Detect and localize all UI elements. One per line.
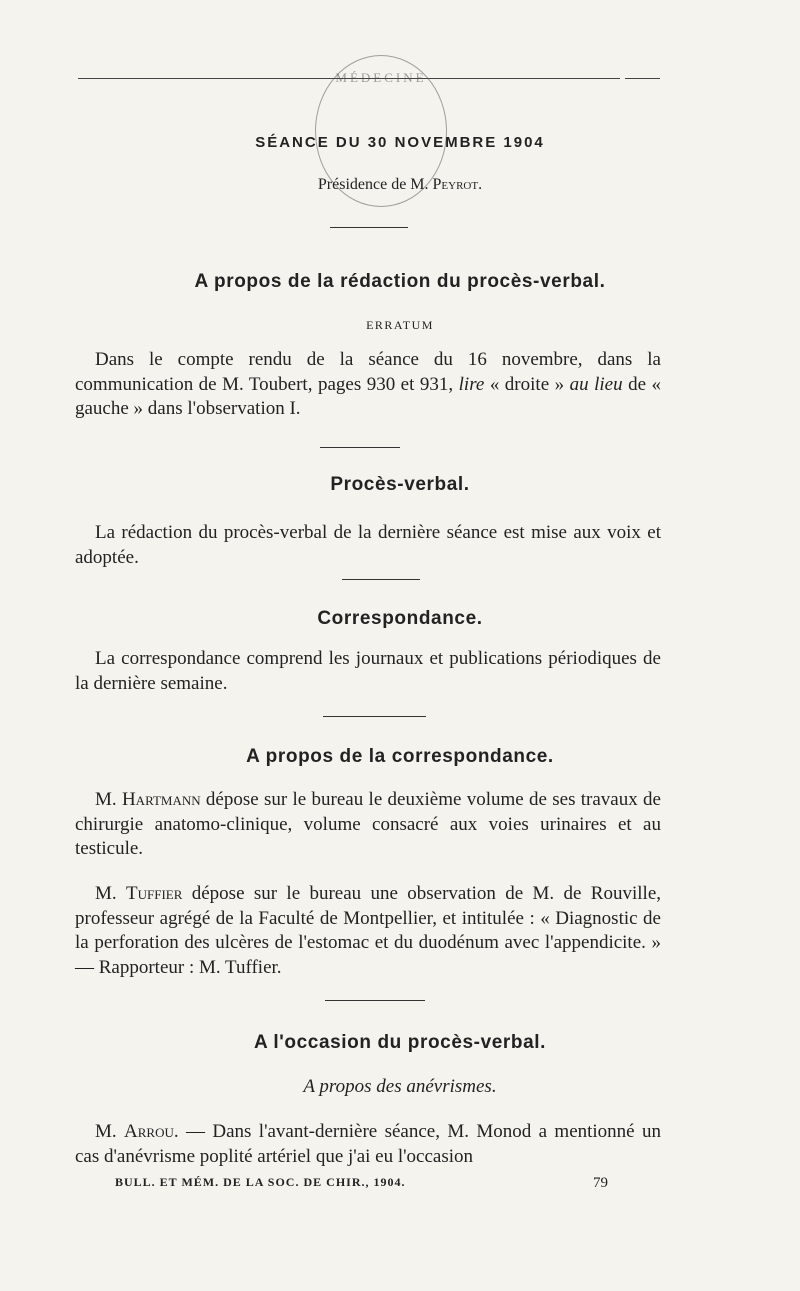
arrou-name: Arrou	[124, 1121, 174, 1142]
section-title-proces-verbal: Procès-verbal.	[330, 474, 470, 495]
tuffier-prefix: M.	[95, 883, 126, 904]
proces-verbal-paragraph: La rédaction du procès-verbal de la dernière séance est mise aux voix et adoptée.	[75, 522, 661, 568]
hartmann-prefix: M.	[95, 789, 122, 810]
page-number: 79	[593, 1175, 608, 1191]
hartmann-name: Hartmann	[121, 789, 201, 810]
erratum-au-lieu: au lieu	[569, 373, 623, 395]
tuffier-name: Tuffier	[126, 883, 183, 904]
divider	[323, 716, 426, 717]
tuffier-text: dépose sur le bureau une observation de M. de Rouville, professeur agrégé de la Faculté de Montpellier, et intitulée : « Diagnostic de la perforation des ulcères de l'estomac et du duodénum avec l'appendicite. » — Rapporteur : M. Tuffier.	[75, 883, 661, 978]
presidence-line	[0, 176, 800, 194]
divider	[330, 227, 408, 228]
erratum-heading: ERRATUM	[366, 318, 434, 332]
presidence-prefix: Présidence de M.	[317, 176, 433, 193]
footer-journal: BULL. ET MÉM. DE LA SOC. DE CHIR., 1904.	[115, 1175, 406, 1189]
erratum-paragraph	[75, 348, 661, 422]
erratum-text-b: « droite »	[484, 373, 570, 395]
divider	[342, 579, 420, 580]
section-title-redaction: A propos de la rédaction du procès-verbal.	[194, 271, 606, 292]
erratum-text-c: de « gauche » dans l'observation I.	[75, 373, 662, 419]
arrou-prefix: M.	[95, 1121, 125, 1142]
header-rule-right	[625, 78, 660, 79]
tuffier-paragraph	[75, 882, 661, 980]
section-title-occasion: A l'occasion du procès-verbal.	[253, 1032, 547, 1053]
section-title-correspondance: Correspondance.	[317, 608, 483, 629]
section-title-propos-correspondance: A propos de la correspondance.	[246, 746, 554, 767]
erratum-text-a: Dans le compte rendu de la séance du 16 novembre, dans la communication de M. Toubert, pages 930 et 931,	[75, 349, 661, 395]
correspondance-paragraph: La correspondance comprend les journaux et publications périodiques de la dernière semaine.	[75, 648, 661, 694]
seance-title: SÉANCE DU 30 NOVEMBRE 1904	[255, 134, 545, 151]
president-name: Peyrot.	[432, 176, 483, 193]
divider	[320, 447, 400, 448]
divider	[325, 1000, 425, 1001]
stamp-text: MÉDECINE	[335, 70, 427, 85]
erratum-lire: lire	[458, 373, 485, 395]
anevrismes-subtitle: A propos des anévrismes.	[303, 1076, 497, 1097]
arrou-paragraph	[75, 1120, 661, 1169]
hartmann-paragraph	[75, 788, 661, 862]
hartmann-text: dépose sur le bureau le deuxième volume de ses travaux de chirurgie anatomo-clinique, volume consacré aux voies urinaires et au testicule.	[75, 789, 661, 859]
arrou-text: . — Dans l'avant-dernière séance, M. Monod a mentionné un cas d'anévrisme poplité artériel que j'ai eu l'occasion	[75, 1121, 661, 1167]
